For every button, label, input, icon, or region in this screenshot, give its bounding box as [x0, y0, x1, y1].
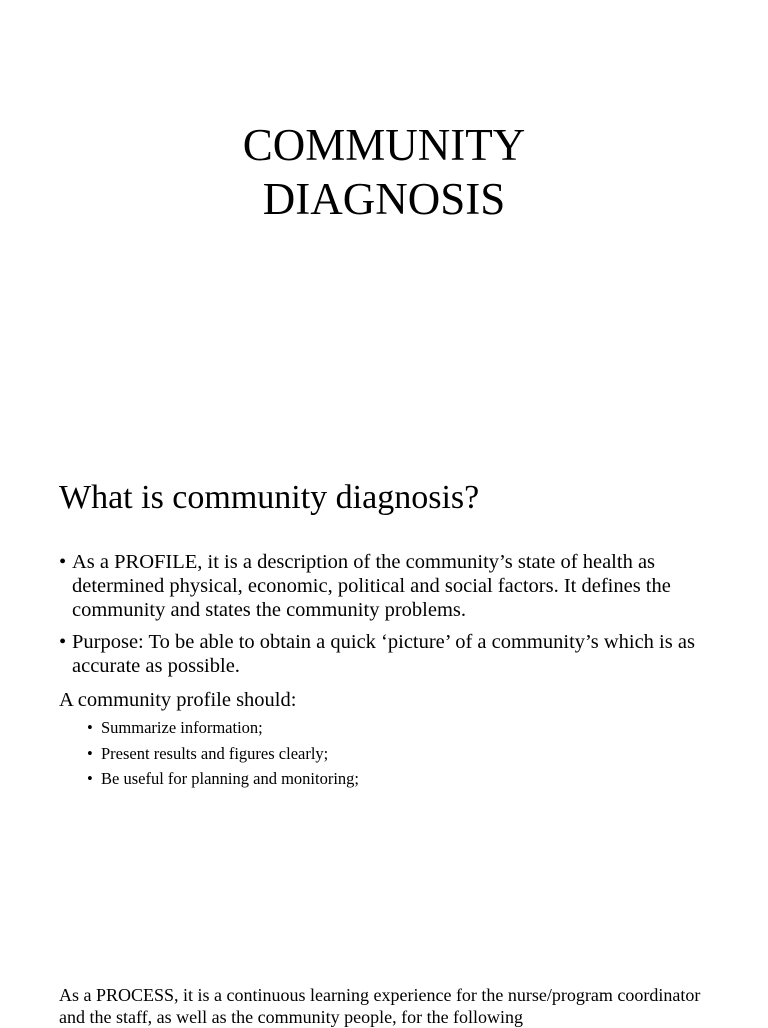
title-line-2: DIAGNOSIS [262, 174, 506, 224]
slide-heading: What is community diagnosis? [59, 479, 480, 516]
slide-title [0, 118, 768, 226]
definition-bullets [59, 550, 719, 686]
bullet-purpose: • Purpose: To be able to obtain a quick ‘picture’ of a community’s which is as accurate as possible. [59, 630, 719, 678]
profile-list [87, 715, 359, 792]
bullet-profile: • As a PROFILE, it is a description of the community’s state of health as determined physical, economic, political and social factors. It defines the community and states the community problems. [59, 550, 719, 622]
profile-item: • Summarize information; [87, 715, 359, 741]
profile-item: • Present results and figures clearly; [87, 741, 359, 767]
profile-intro: A community profile should: [59, 689, 297, 711]
title-slide [0, 0, 768, 440]
title-line-1: COMMUNITY [242, 120, 526, 170]
definition-slide [0, 440, 768, 980]
process-slide [0, 980, 768, 1027]
process-text: As a PROCESS, it is a continuous learning experience for the nurse/program coordinator and the staff, as well as the community people, for the following [59, 985, 701, 1027]
profile-item: • Be useful for planning and monitoring; [87, 766, 359, 792]
